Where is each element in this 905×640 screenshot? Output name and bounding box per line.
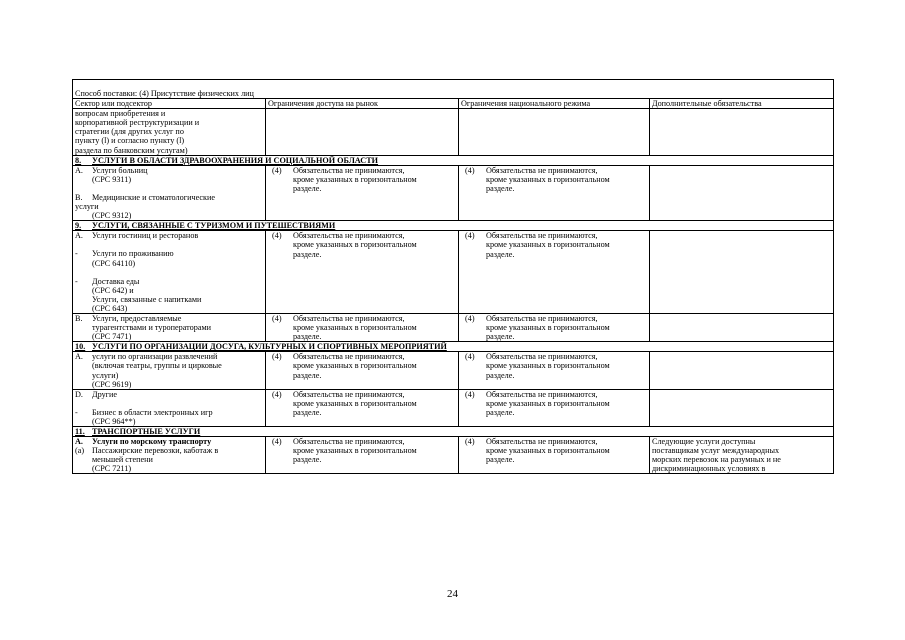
obligation-line: Обязательства не принимаются, — [293, 437, 405, 447]
mode-label: (4) — [272, 165, 282, 175]
sector-row — [73, 437, 834, 474]
item-title: Услуги гостиниц и ресторанов — [92, 231, 199, 241]
additional-line: дискриминационных условиях в — [652, 464, 766, 474]
item-letter: (a) — [75, 446, 85, 456]
continuation-line: корпоративной реструктуризации и — [75, 118, 200, 128]
item-title: Другие — [92, 389, 118, 399]
header-row — [73, 99, 834, 109]
obligation-line: кроме указанных в горизонтальном — [486, 323, 610, 333]
obligation-line: разделе. — [293, 249, 322, 259]
mode-label: (4) — [465, 231, 475, 241]
commitments-table — [72, 79, 834, 474]
section-heading-10 — [75, 342, 831, 351]
section-title: УСЛУГИ ПО ОРГАНИЗАЦИИ ДОСУГА, КУЛЬТУРНЫХ И СПОРТИВНЫХ МЕРОПРИЯТИЙ — [92, 342, 447, 352]
cpc-code: (CPC 643) — [92, 303, 128, 313]
obligation-line: разделе. — [293, 370, 322, 380]
sector-cell — [73, 231, 266, 314]
national-treatment-cell — [459, 313, 650, 341]
national-treatment-cell — [459, 165, 650, 220]
obligation-line: кроме указанных в горизонтальном — [486, 361, 610, 371]
market-access-cell — [266, 165, 459, 220]
header-additional: Дополнительные обязательства — [650, 99, 834, 109]
cpc-code: (CPC 64110) — [92, 258, 136, 268]
item-title-cont: услуги) — [92, 370, 119, 380]
continuation-line: вопросам приобретения и — [75, 109, 166, 119]
item-letter: A. — [75, 231, 83, 241]
item-title-cont: (включая театры, группы и цирковые — [92, 361, 222, 371]
sector-cell — [73, 389, 266, 426]
obligation-line: разделе. — [486, 332, 515, 342]
sector-cell — [73, 313, 266, 341]
obligation-line: разделе. — [486, 370, 515, 380]
continuation-row — [73, 109, 834, 155]
section-heading-8 — [75, 156, 831, 165]
sector-row — [73, 352, 834, 389]
additional-cell — [650, 389, 834, 426]
obligation-line: разделе. — [486, 249, 515, 259]
obligation-line: разделе. — [293, 455, 322, 465]
item-title-cont: услуги — [75, 202, 99, 212]
obligation-line: разделе. — [293, 332, 322, 342]
additional-cell — [650, 352, 834, 389]
market-access-cell — [266, 389, 459, 426]
sector-row — [73, 231, 834, 314]
obligation-line: Обязательства не принимаются, — [486, 165, 598, 175]
sector-row — [73, 389, 834, 426]
obligation-line: разделе. — [293, 407, 322, 417]
header-sector: Сектор или подсектор — [73, 99, 266, 109]
mode-label: (4) — [465, 165, 475, 175]
obligation-line: кроме указанных в горизонтальном — [293, 398, 417, 408]
obligation-line: Обязательства не принимаются, — [293, 389, 405, 399]
item-letter: D. — [75, 389, 83, 399]
obligation-line: кроме указанных в горизонтальном — [293, 446, 417, 456]
item-title: Бизнес в области электронных игр — [92, 407, 213, 417]
additional-cell — [650, 231, 834, 314]
market-access-cell — [266, 313, 459, 341]
obligation-line: Обязательства не принимаются, — [486, 352, 598, 362]
mode-label: (4) — [465, 437, 475, 447]
cpc-code: (CPC 642) и — [92, 285, 134, 295]
obligation-line: кроме указанных в горизонтальном — [486, 398, 610, 408]
section-heading-row — [73, 342, 834, 352]
mode-label: (4) — [465, 389, 475, 399]
item-title: услуги по организации развлечений — [92, 352, 218, 362]
item-letter: A. — [75, 437, 83, 447]
cpc-code: (CPC 9619) — [92, 379, 132, 389]
market-access-cell — [266, 352, 459, 389]
section-title: УСЛУГИ, СВЯЗАННЫЕ С ТУРИЗМОМ И ПУТЕШЕСТВИЯМИ — [92, 221, 336, 231]
obligation-line: Обязательства не принимаются, — [486, 313, 598, 323]
sector-cell — [73, 437, 266, 474]
header-market-access: Ограничения доступа на рынок — [266, 99, 459, 109]
additional-cell — [650, 313, 834, 341]
item-title: Медицинские и стоматологические — [92, 192, 216, 202]
obligation-line: Обязательства не принимаются, — [486, 389, 598, 399]
additional-line: морских перевозок на разумных и не — [652, 455, 781, 465]
obligation-line: разделе. — [293, 183, 322, 193]
section-heading-11 — [75, 427, 831, 436]
obligation-line: кроме указанных в горизонтальном — [486, 174, 610, 184]
additional-line: Следующие услуги доступны — [652, 437, 756, 447]
section-heading-row — [73, 427, 834, 437]
item-title: Пассажирские перевозки, каботаж в — [92, 446, 219, 456]
section-title: УСЛУГИ В ОБЛАСТИ ЗДРАВООХРАНЕНИЯ И СОЦИАЛЬНОЙ ОБЛАСТИ — [92, 155, 379, 165]
market-access-cell — [266, 437, 459, 474]
national-treatment-cell — [459, 231, 650, 314]
obligation-line: Обязательства не принимаются, — [293, 165, 405, 175]
obligation-line: разделе. — [486, 455, 515, 465]
national-treatment-cell — [459, 437, 650, 474]
cpc-code: (CPC 964**) — [92, 416, 136, 426]
obligation-line: кроме указанных в горизонтальном — [293, 361, 417, 371]
item-title: Услуги больниц — [92, 165, 148, 175]
item-title: Услуги, связанные с напитками — [92, 294, 202, 304]
dash: - — [75, 249, 78, 259]
mode-label: (4) — [272, 313, 282, 323]
continuation-cell — [73, 109, 266, 155]
section-heading-row — [73, 155, 834, 165]
continuation-line: стратегии (для других услуг по — [75, 127, 184, 137]
item-letter: B. — [75, 192, 83, 202]
cpc-code: (CPC 9311) — [92, 174, 132, 184]
item-letter: A. — [75, 352, 83, 362]
item-title-cont: меньшей степени — [92, 455, 153, 465]
item-title: Доставка еды — [92, 276, 140, 286]
header-national-treatment: Ограничения национального режима — [459, 99, 650, 109]
mode-label: (4) — [272, 352, 282, 362]
section-number: 11. — [75, 427, 85, 436]
cpc-code: (CPC 9312) — [92, 211, 132, 221]
obligation-line: Обязательства не принимаются, — [486, 231, 598, 241]
obligation-line: разделе. — [486, 407, 515, 417]
item-letter: B. — [75, 313, 83, 323]
continuation-line: пункту (l) и согласно пункту (l) — [75, 136, 185, 146]
mode-of-supply-row — [73, 80, 834, 99]
obligation-line: кроме указанных в горизонтальном — [486, 446, 610, 456]
item-title: Услуги по проживанию — [92, 249, 174, 259]
obligation-line: разделе. — [486, 183, 515, 193]
sector-cell — [73, 352, 266, 389]
national-treatment-cell — [459, 352, 650, 389]
additional-cell — [650, 165, 834, 220]
section-heading-row — [73, 221, 834, 231]
item-title: Услуги, предоставляемые — [92, 313, 182, 323]
page-number: 24 — [447, 588, 458, 600]
item-title-cont: турагентствами и туроператорами — [92, 323, 212, 333]
section-number: 10. — [75, 342, 86, 352]
dash: - — [75, 276, 78, 286]
continuation-line: раздела по банковским услугам) — [75, 145, 188, 155]
obligation-line: Обязательства не принимаются, — [486, 437, 598, 447]
sector-row — [73, 313, 834, 341]
additional-cell — [650, 437, 834, 474]
mode-label: (4) — [272, 389, 282, 399]
section-heading-9 — [75, 221, 831, 230]
mode-of-supply: Способ поставки: (4) Присутствие физических лиц — [75, 89, 254, 98]
mode-label: (4) — [272, 231, 282, 241]
obligation-line: Обязательства не принимаются, — [293, 231, 405, 241]
mode-label: (4) — [272, 437, 282, 447]
cpc-code: (CPC 7211) — [92, 464, 132, 474]
obligation-line: Обязательства не принимаются, — [293, 313, 405, 323]
obligation-line: Обязательства не принимаются, — [293, 352, 405, 362]
cpc-code: (CPC 7471) — [92, 332, 132, 342]
additional-line: поставщикам услуг международных — [652, 446, 780, 456]
dash: - — [75, 407, 78, 417]
mode-label: (4) — [465, 352, 475, 362]
item-title: Услуги по морскому транспорту — [92, 437, 212, 447]
obligation-line: кроме указанных в горизонтальном — [293, 240, 417, 250]
mode-label: (4) — [465, 313, 475, 323]
sector-row — [73, 165, 834, 220]
national-treatment-cell — [459, 389, 650, 426]
section-number: 9. — [75, 221, 82, 231]
obligation-line: кроме указанных в горизонтальном — [293, 323, 417, 333]
market-access-cell — [266, 231, 459, 314]
obligation-line: кроме указанных в горизонтальном — [486, 240, 610, 250]
sector-cell — [73, 165, 266, 220]
section-title: ТРАНСПОРТНЫЕ УСЛУГИ — [92, 427, 201, 436]
obligation-line: кроме указанных в горизонтальном — [293, 174, 417, 184]
item-letter: A. — [75, 165, 83, 175]
section-number: 8. — [75, 155, 82, 165]
